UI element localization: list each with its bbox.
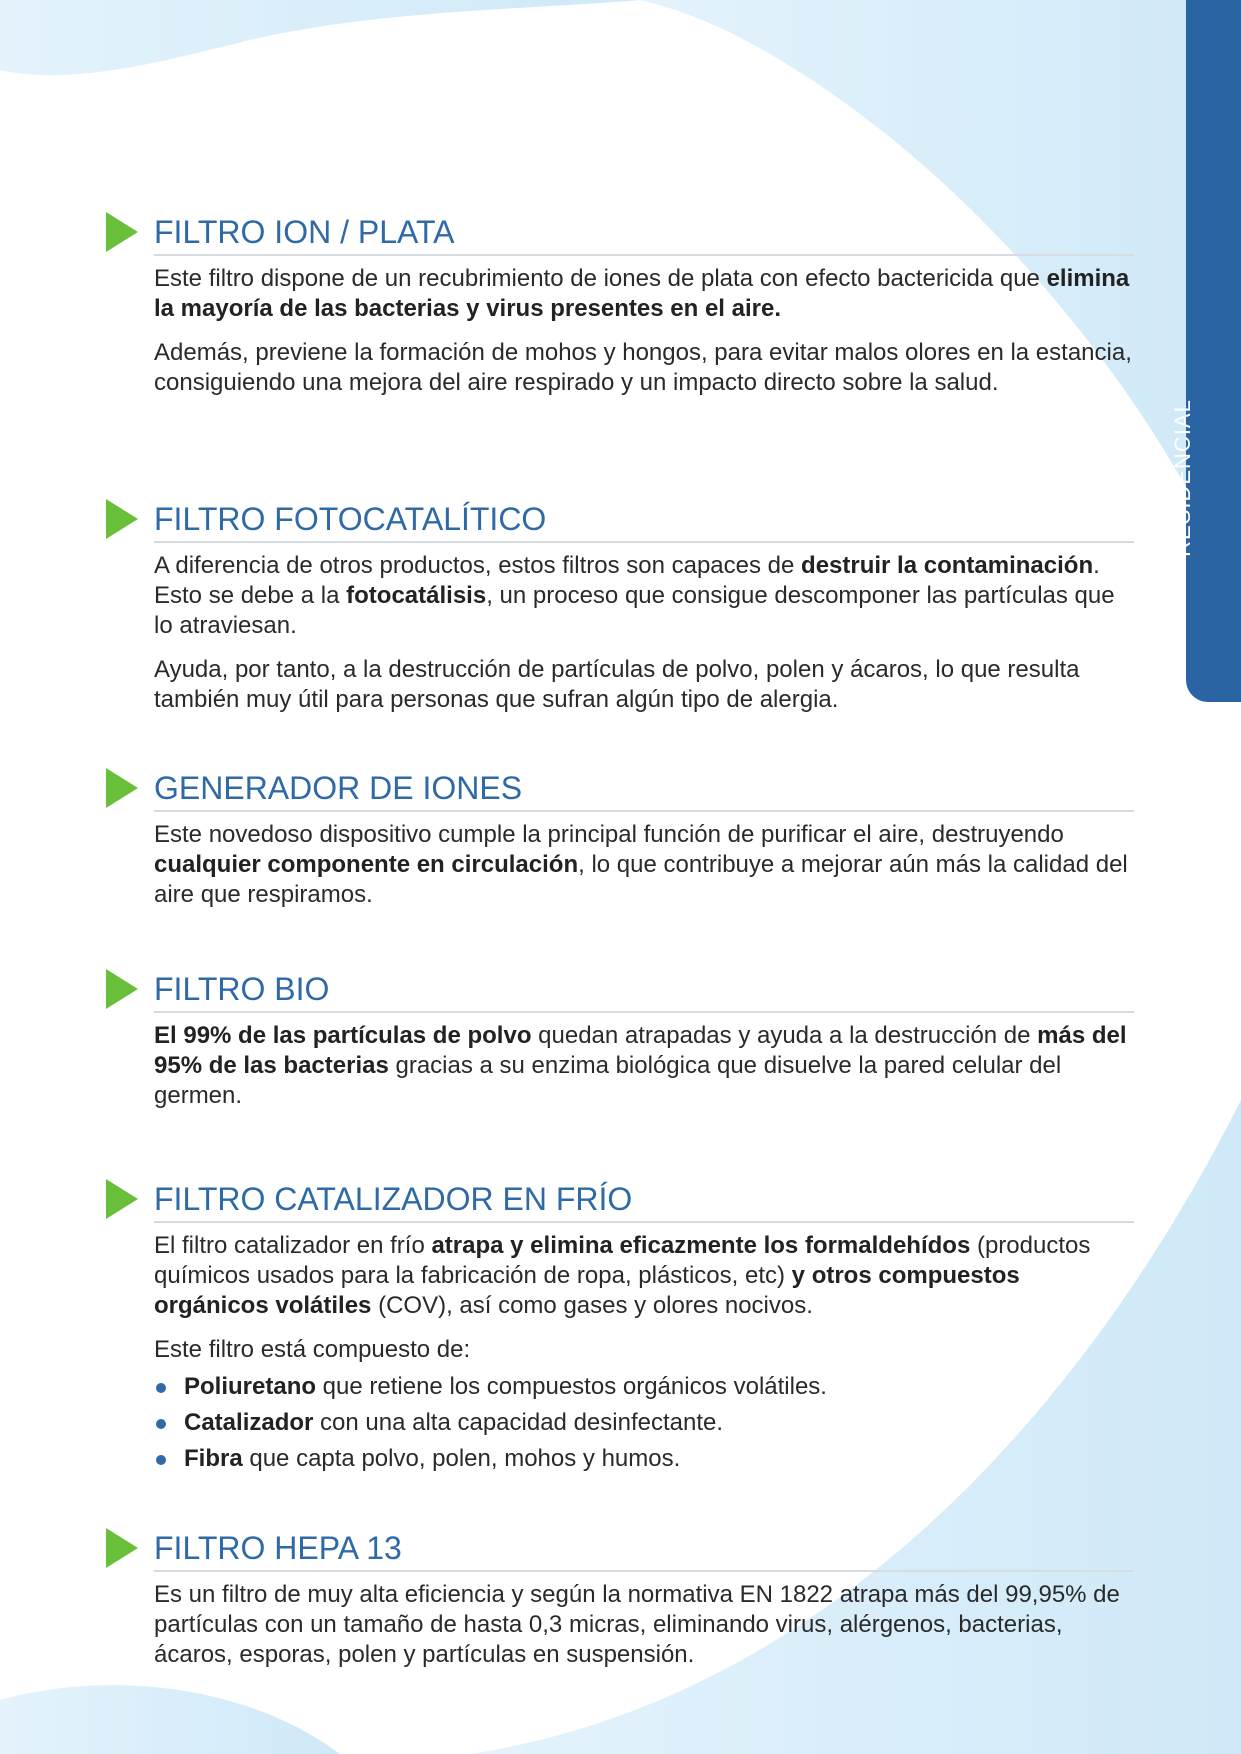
text-run: Este filtro dispone de un recubrimiento de iones de plata con efecto bactericida que	[154, 265, 1047, 292]
bullet-icon	[156, 1455, 166, 1465]
bold-text: y otros compuestos orgánicos volátiles	[154, 1262, 1020, 1319]
side-tab	[1186, 0, 1241, 702]
bullet-icon	[156, 1419, 166, 1429]
section-heading-row	[104, 762, 1134, 814]
paragraph	[154, 551, 1134, 641]
section-body	[154, 1231, 1134, 1477]
section-filtro-bio	[104, 963, 1134, 1111]
section-title: FILTRO BIO	[154, 971, 330, 1007]
text-run: Es un filtro de muy alta eficiencia y según la normativa EN 1822 atrapa más del 99,95% de partículas con un tamaño de hasta 0,3 micras, eliminando virus, alérgenos, bacterias, ácaros, esporas, polen y partículas en suspensión.	[154, 1581, 1120, 1668]
section-filtro-ion-plata	[104, 206, 1134, 398]
text-run: Además, previene la formación de mohos y hongos, para evitar malos olores en la estancia, consiguiendo una mejora del aire respirado y un impacto directo sobre la salud.	[154, 339, 1132, 396]
section-filtro-hepa-13	[104, 1522, 1134, 1670]
section-heading-row	[104, 206, 1134, 258]
bold-text: fotocatálisis	[346, 582, 487, 609]
title-underline	[154, 810, 1134, 812]
section-heading-row	[104, 493, 1134, 545]
paragraph	[154, 1335, 1134, 1365]
section-title: FILTRO CATALIZADOR EN FRÍO	[154, 1181, 633, 1217]
text-run: El filtro catalizador en frío	[154, 1232, 432, 1259]
section-body	[154, 551, 1134, 715]
list-item	[154, 1369, 1134, 1405]
text-run: quedan atrapadas y ayuda a la destrucción de	[531, 1022, 1038, 1049]
title-underline	[154, 1570, 1134, 1572]
list-item	[154, 1405, 1134, 1441]
bold-text: destruir la contaminación	[801, 552, 1094, 579]
green-arrow-icon	[106, 1179, 138, 1219]
bold-text: elimina la mayoría de las bacterias y virus presentes en el aire.	[154, 265, 1130, 322]
bold-text: Catalizador	[184, 1409, 314, 1436]
bold-text: atrapa y elimina eficazmente los formaldehídos	[431, 1232, 971, 1259]
text-run: que capta polvo, polen, mohos y humos.	[242, 1445, 681, 1472]
text-run: . Esto se debe a la	[154, 552, 1100, 609]
green-arrow-icon	[106, 212, 138, 252]
list-item	[154, 1441, 1134, 1477]
text-run: que retiene los compuestos orgánicos volátiles.	[316, 1373, 827, 1400]
section-title: FILTRO ION / PLATA	[154, 214, 455, 250]
section-title: GENERADOR DE IONES	[154, 770, 523, 806]
paragraph	[154, 655, 1134, 715]
bullet-list	[154, 1369, 1134, 1477]
section-body	[154, 820, 1134, 910]
bold-text: Fibra	[184, 1445, 243, 1472]
title-underline	[154, 541, 1134, 543]
section-body	[154, 1580, 1134, 1670]
title-underline	[154, 254, 1134, 256]
text-run: A diferencia de otros productos, estos filtros son capaces de	[154, 552, 802, 579]
green-arrow-icon	[106, 499, 138, 539]
bold-text: El 99% de las partículas de polvo	[154, 1022, 532, 1049]
section-heading-row	[104, 963, 1134, 1015]
text-run: Este filtro está compuesto de:	[154, 1336, 471, 1363]
green-arrow-icon	[106, 1528, 138, 1568]
section-filtro-fotocatalitico	[104, 493, 1134, 715]
text-run: gracias a su enzima biológica que disuelve la pared celular del germen.	[154, 1052, 1062, 1109]
text-run: , un proceso que consigue descomponer las partículas que lo atraviesan.	[154, 582, 1115, 639]
side-tab-label: RESIDENCIAL	[1170, 399, 1195, 557]
text-run: (productos químicos usados para la fabricación de ropa, plásticos, etc)	[154, 1232, 1091, 1289]
paragraph	[154, 338, 1134, 398]
section-generador-de-iones	[104, 762, 1134, 910]
paragraph	[154, 1231, 1134, 1321]
bold-text: Poliuretano	[184, 1373, 317, 1400]
section-title: FILTRO FOTOCATALÍTICO	[154, 501, 547, 537]
section-filtro-catalizador-en-frio	[104, 1173, 1134, 1477]
text-run: Ayuda, por tanto, a la destrucción de partículas de polvo, polen y ácaros, lo que resulta también muy útil para personas que sufran algún tipo de alergia.	[154, 656, 1080, 713]
section-body	[154, 264, 1134, 398]
section-heading-row	[104, 1522, 1134, 1574]
paragraph	[154, 1580, 1134, 1670]
title-underline	[154, 1011, 1134, 1013]
text-run: Este novedoso dispositivo cumple la principal función de purificar el aire, destruyendo	[154, 821, 1064, 848]
section-body	[154, 1021, 1134, 1111]
section-title: FILTRO HEPA 13	[154, 1530, 402, 1566]
bold-text: cualquier componente en circulación	[154, 851, 579, 878]
text-run: , lo que contribuye a mejorar aún más la calidad del aire que respiramos.	[154, 851, 1128, 908]
bullet-icon	[156, 1383, 166, 1393]
paragraph	[154, 820, 1134, 910]
bold-text: más del 95% de las bacterias	[154, 1022, 1127, 1079]
section-heading-row	[104, 1173, 1134, 1225]
title-underline	[154, 1221, 1134, 1223]
paragraph	[154, 264, 1134, 324]
green-arrow-icon	[106, 768, 138, 808]
paragraph	[154, 1021, 1134, 1111]
green-arrow-icon	[106, 969, 138, 1009]
text-run: con una alta capacidad desinfectante.	[313, 1409, 724, 1436]
text-run: (COV), así como gases y olores nocivos.	[371, 1292, 813, 1319]
